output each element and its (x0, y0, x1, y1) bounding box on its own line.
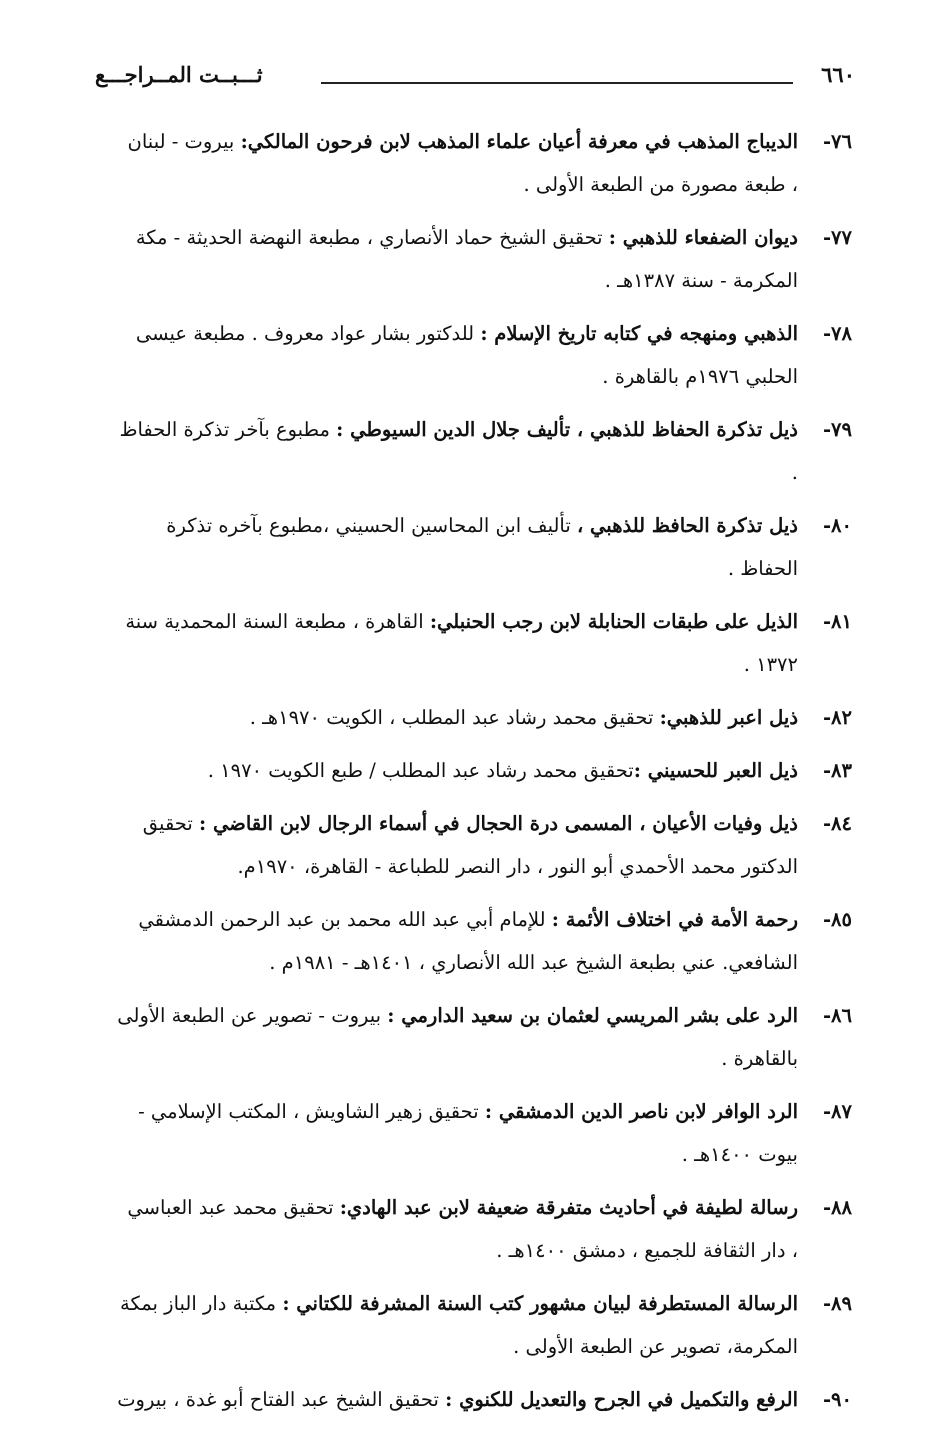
page-number: ٦٦٠ (821, 62, 855, 87)
entry-title: الذيل على طبقات الحنابلة لابن رجب الحنبلي: (429, 610, 798, 633)
entry-title: الرد الوافر لابن ناصر الدين الدمشقي : (484, 1100, 798, 1123)
entry-number: ٧٧- (822, 226, 852, 249)
entry-number: ٨٧- (822, 1100, 852, 1123)
entry-details: للإمام أبي عبد الله محمد بن عبد الرحمن الدمشقي الشافعي. عني بطبعة الشيخ عبد الله الأنصاري ، ١٤٠١هـ - ١٩٨١م . (138, 908, 798, 974)
entry-title: الرد على بشر المريسي لعثمان بن سعيد الدارمي : (387, 1004, 798, 1027)
entry-title: الديباج المذهب في معرفة أعيان علماء المذهب لابن فرحون المالكي: (240, 130, 798, 153)
page-header (95, 62, 855, 102)
entry-number: ٧٩- (822, 418, 852, 441)
entry-details: بيروت - تصوير عن الطبعة الأولى بالقاهرة . (117, 1004, 798, 1070)
entry-title: ذيل وفيات الأعيان ، المسمى درة الحجال في أسماء الرجال لابن القاضي : (199, 812, 798, 835)
reference-entry-76 (117, 120, 852, 206)
reference-entry-88 (117, 1186, 852, 1272)
entry-details: تحقيق الشيخ عبد الفتاح أبو غدة ، بيروت (117, 1388, 446, 1411)
reference-entry-87 (117, 1090, 852, 1176)
entry-details: تحقيق محمد رشاد عبد المطلب ، الكويت ١٩٧٠هـ . (249, 706, 660, 729)
reference-entry-89 (117, 1282, 852, 1368)
entry-details: تحقيق الدكتور محمد الأحمدي أبو النور ، دار النصر للطباعة - القاهرة، ١٩٧٠م. (142, 812, 798, 878)
reference-entry-77 (117, 216, 852, 302)
entry-number: ٧٨- (822, 322, 852, 345)
reference-entry-81 (117, 600, 852, 686)
reference-entry-90 (117, 1378, 852, 1421)
entry-details: تحقيق محمد رشاد عبد المطلب / طبع الكويت ١٩٧٠ . (207, 759, 634, 782)
entry-details: للدكتور بشار عواد معروف . مطبعة عيسى الحلبي ١٩٧٦م بالقاهرة . (135, 322, 798, 388)
entry-title: ذيل العبر للحسيني : (633, 759, 798, 782)
entry-details: بيروت - لبنان ، طبعة مصورة من الطبعة الأولى . (127, 130, 798, 196)
entry-title: ذيل تذكرة الحافظ للذهبي ، (576, 514, 798, 537)
entry-number: ٩٠- (822, 1388, 852, 1411)
reference-entry-80 (117, 504, 852, 590)
reference-entry-82 (117, 696, 852, 739)
entry-title: ديوان الضفعاء للذهبي : (608, 226, 798, 249)
entry-title: ذيل تذكرة الحفاظ للذهبي ، تأليف جلال الدين السيوطي : (336, 418, 798, 441)
entry-number: ٧٦- (822, 130, 852, 153)
entry-number: ٨٣- (822, 759, 852, 782)
running-title: ثـــبــت المــراجـــع (95, 62, 263, 87)
entry-details: تحقيق محمد عبد العباسي ، دار الثقافة للجميع ، دمشق ١٤٠٠هـ . (127, 1196, 798, 1262)
entry-details: مكتبة دار الباز بمكة المكرمة، تصوير عن الطبعة الأولى . (120, 1292, 798, 1358)
entry-details: تحقيق زهير الشاويش ، المكتب الإسلامي - بيوت ١٤٠٠هـ . (138, 1100, 798, 1166)
entry-title: رسالة لطيفة في أحاديث متفرقة ضعيفة لابن عبد الهادي: (339, 1196, 798, 1219)
entry-title: ذيل اعبر للذهبي: (659, 706, 798, 729)
entry-number: ٨٨- (822, 1196, 852, 1219)
reference-entry-84 (117, 802, 852, 888)
entry-number: ٨٢- (822, 706, 852, 729)
entry-number: ٨٤- (822, 812, 852, 835)
entry-details: تحقيق الشيخ حماد الأنصاري ، مطبعة النهضة الحديثة - مكة المكرمة - سنة ١٣٨٧هـ . (135, 226, 798, 292)
entry-number: ٨١- (822, 610, 852, 633)
entry-number: ٨٥- (822, 908, 852, 931)
entry-title: الذهبي ومنهجه في كتابه تاريخ الإسلام : (480, 322, 798, 345)
entry-details: القاهرة ، مطبعة السنة المحمدية سنة ١٣٧٢ . (125, 610, 798, 676)
entry-details: مطبوع بآخر تذكرة الحفاظ . (119, 418, 798, 484)
header-rule (321, 82, 793, 84)
reference-list (117, 120, 852, 1431)
reference-entry-78 (117, 312, 852, 398)
entry-number: ٨٠- (822, 514, 852, 537)
entry-title: الرفع والتكميل في الجرح والتعديل للكنوي : (445, 1388, 798, 1411)
entry-details: تأليف ابن المحاسين الحسيني ،مطبوع بآخره تذكرة الحفاظ . (166, 514, 798, 580)
reference-entry-86 (117, 994, 852, 1080)
entry-number: ٨٦- (822, 1004, 852, 1027)
entry-title: رحمة الأمة في اختلاف الأئمة : (551, 908, 798, 931)
reference-entry-85 (117, 898, 852, 984)
reference-entry-83 (117, 749, 852, 792)
entry-title: الرسالة المستطرفة لبيان مشهور كتب السنة المشرفة للكتاني : (282, 1292, 798, 1315)
reference-entry-79 (117, 408, 852, 494)
entry-number: ٨٩- (822, 1292, 852, 1315)
